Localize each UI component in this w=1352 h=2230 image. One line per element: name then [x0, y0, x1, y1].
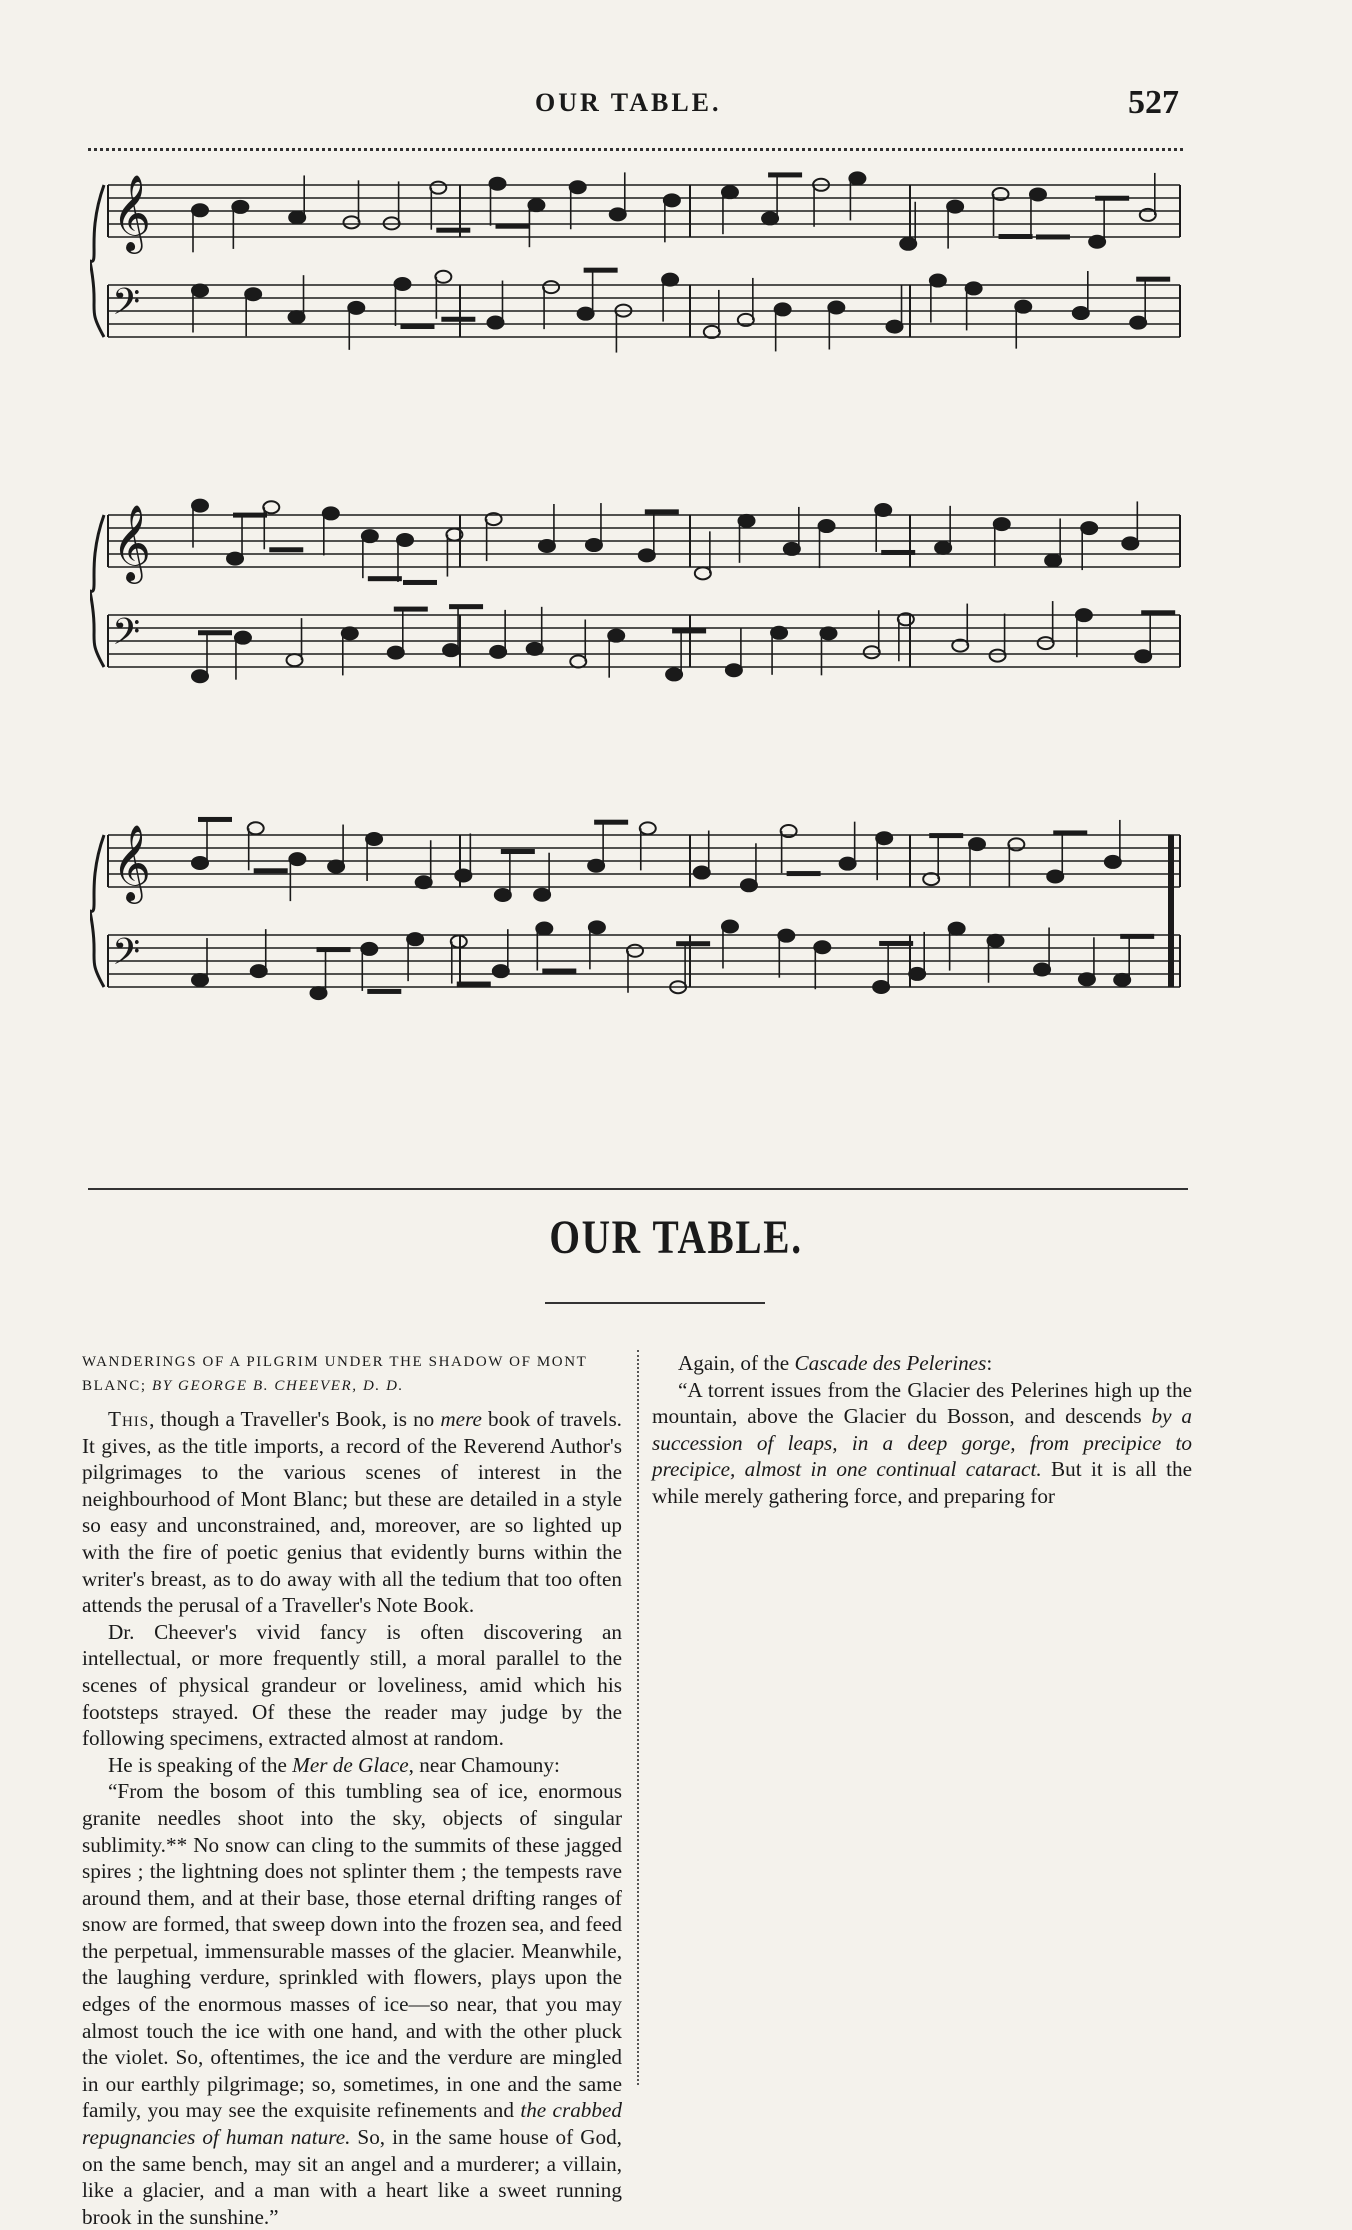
- paragraph-1-a: , though a Traveller's Book, is no: [149, 1407, 441, 1431]
- quotation-1: [82, 1778, 622, 2230]
- paragraph-1-lead: This: [108, 1407, 150, 1431]
- paragraph-1-b: book of travels. It gives, as the title imports, a record of the Reverend Author's pilgrimages to the various scenes of interest in the neighbourhood of Mont Blanc; but these are detailed in a style so easy and unconstrained, and, moreover, are so lighted up with the fire of poetic genius that evidently burns within the writer's breast, as to do away with all the tedium that too often attends the perusal of a Traveller's Note Book.: [82, 1407, 622, 1618]
- score-system-2: [90, 500, 1180, 683]
- paragraph-4-b: :: [986, 1351, 993, 1375]
- quotation-2-a: “A torrent issues from the Glacier des Pelerines high up the mountain, above the Glacier du Bosson, and descends: [652, 1377, 1192, 1429]
- section-title: OUR TABLE.: [549, 1211, 803, 1264]
- svg-text:𝄢: 𝄢: [112, 281, 141, 332]
- svg-text:𝄢: 𝄢: [112, 931, 141, 982]
- paragraph-3-a: He is speaking of the: [108, 1752, 293, 1777]
- svg-text:𝄞: 𝄞: [112, 504, 152, 581]
- paragraph-3-emphasis: Mer de Glace: [292, 1752, 409, 1777]
- quotation-2-emphasis: by a succession of leaps, in a deep gorge, from precipice to precipice, almost in one continual cataract.: [652, 1404, 1192, 1482]
- paragraph-1: [82, 1406, 622, 1619]
- quotation-1-a: “From the bosom of this tumbling sea of ice, enormous granite needles shoot into the sky, objects of singular sublimity.** No snow can cling to the summits of these jagged spires ; the lightning does not splinter them ; the tempests rave around them, and at their base, those eternal drifting ranges of snow are formed, that sweep down into the frozen sea, and feed the perpetual, immensurable masses of the glacier. Meanwhile, the laughing verdure, sprinkled with flowers, plays upon the edges of the enormous masses of ice—so near, that you may almost touch the ice with one hand, and with the other pluck the violet. So, oftentimes, the ice and the verdure are mingled in our earthly pilgrimage; so, sometimes, in one and the same family, you may see the exquisite refinements and: [82, 1779, 622, 2123]
- running-title: OUR TABLE.: [535, 88, 722, 117]
- svg-text:𝄞: 𝄞: [112, 824, 152, 901]
- page-number: 527: [1128, 84, 1179, 121]
- paragraph-1-emphasis: mere: [440, 1407, 482, 1431]
- quotation-1-b: So, in the same house of God, on the same bench, may sit an angel and a murderer; a villain, like a glacier, and a man with a heart like a sweet running brook in the sunshine.”: [82, 2125, 622, 2229]
- book-author: BY GEORGE B. CHEEVER, D. D.: [151, 1378, 404, 1394]
- score-system-3: [90, 817, 1180, 999]
- quotation-1-emphasis: the crabbed repugnancies of human nature.: [82, 2098, 622, 2150]
- header-rule: [88, 148, 1183, 151]
- paragraph-4: [652, 1350, 1192, 1377]
- paragraph-4-emphasis: Cascade des Pelerines: [794, 1351, 987, 1375]
- book-title: [82, 1350, 622, 1398]
- svg-text:𝄞: 𝄞: [112, 174, 152, 251]
- paragraph-3: [82, 1752, 622, 1779]
- paragraph-3-b: , near Chamouny:: [408, 1752, 560, 1777]
- column-left: [82, 1350, 622, 2230]
- svg-text:𝄢: 𝄢: [112, 611, 141, 662]
- article-columns: [82, 1350, 1192, 2229]
- running-head: [0, 84, 1352, 128]
- music-score: [90, 160, 1190, 1140]
- column-right: [652, 1350, 1192, 1510]
- quotation-2: [652, 1377, 1192, 1510]
- section-rule: [88, 1188, 1188, 1190]
- section-ornament-rule: [545, 1302, 765, 1304]
- score-system-1: [90, 172, 1180, 352]
- paragraph-4-a: Again, of the: [678, 1351, 795, 1375]
- quotation-2-b: But it is all the while merely gathering force, and preparing for: [652, 1457, 1192, 1508]
- column-divider: [637, 1350, 639, 2085]
- paragraph-2: Dr. Cheever's vivid fancy is often discovering an intellectual, or more frequently still, a moral parallel to the scenes of physical grandeur or loveliness, amid which his footsteps strayed. Of these the reader may judge by the following specimens, extracted almost at random.: [82, 1619, 622, 1751]
- book-title-text: WANDERINGS OF A PILGRIM UNDER THE SHADOW OF MONT BLANC;: [82, 1354, 588, 1394]
